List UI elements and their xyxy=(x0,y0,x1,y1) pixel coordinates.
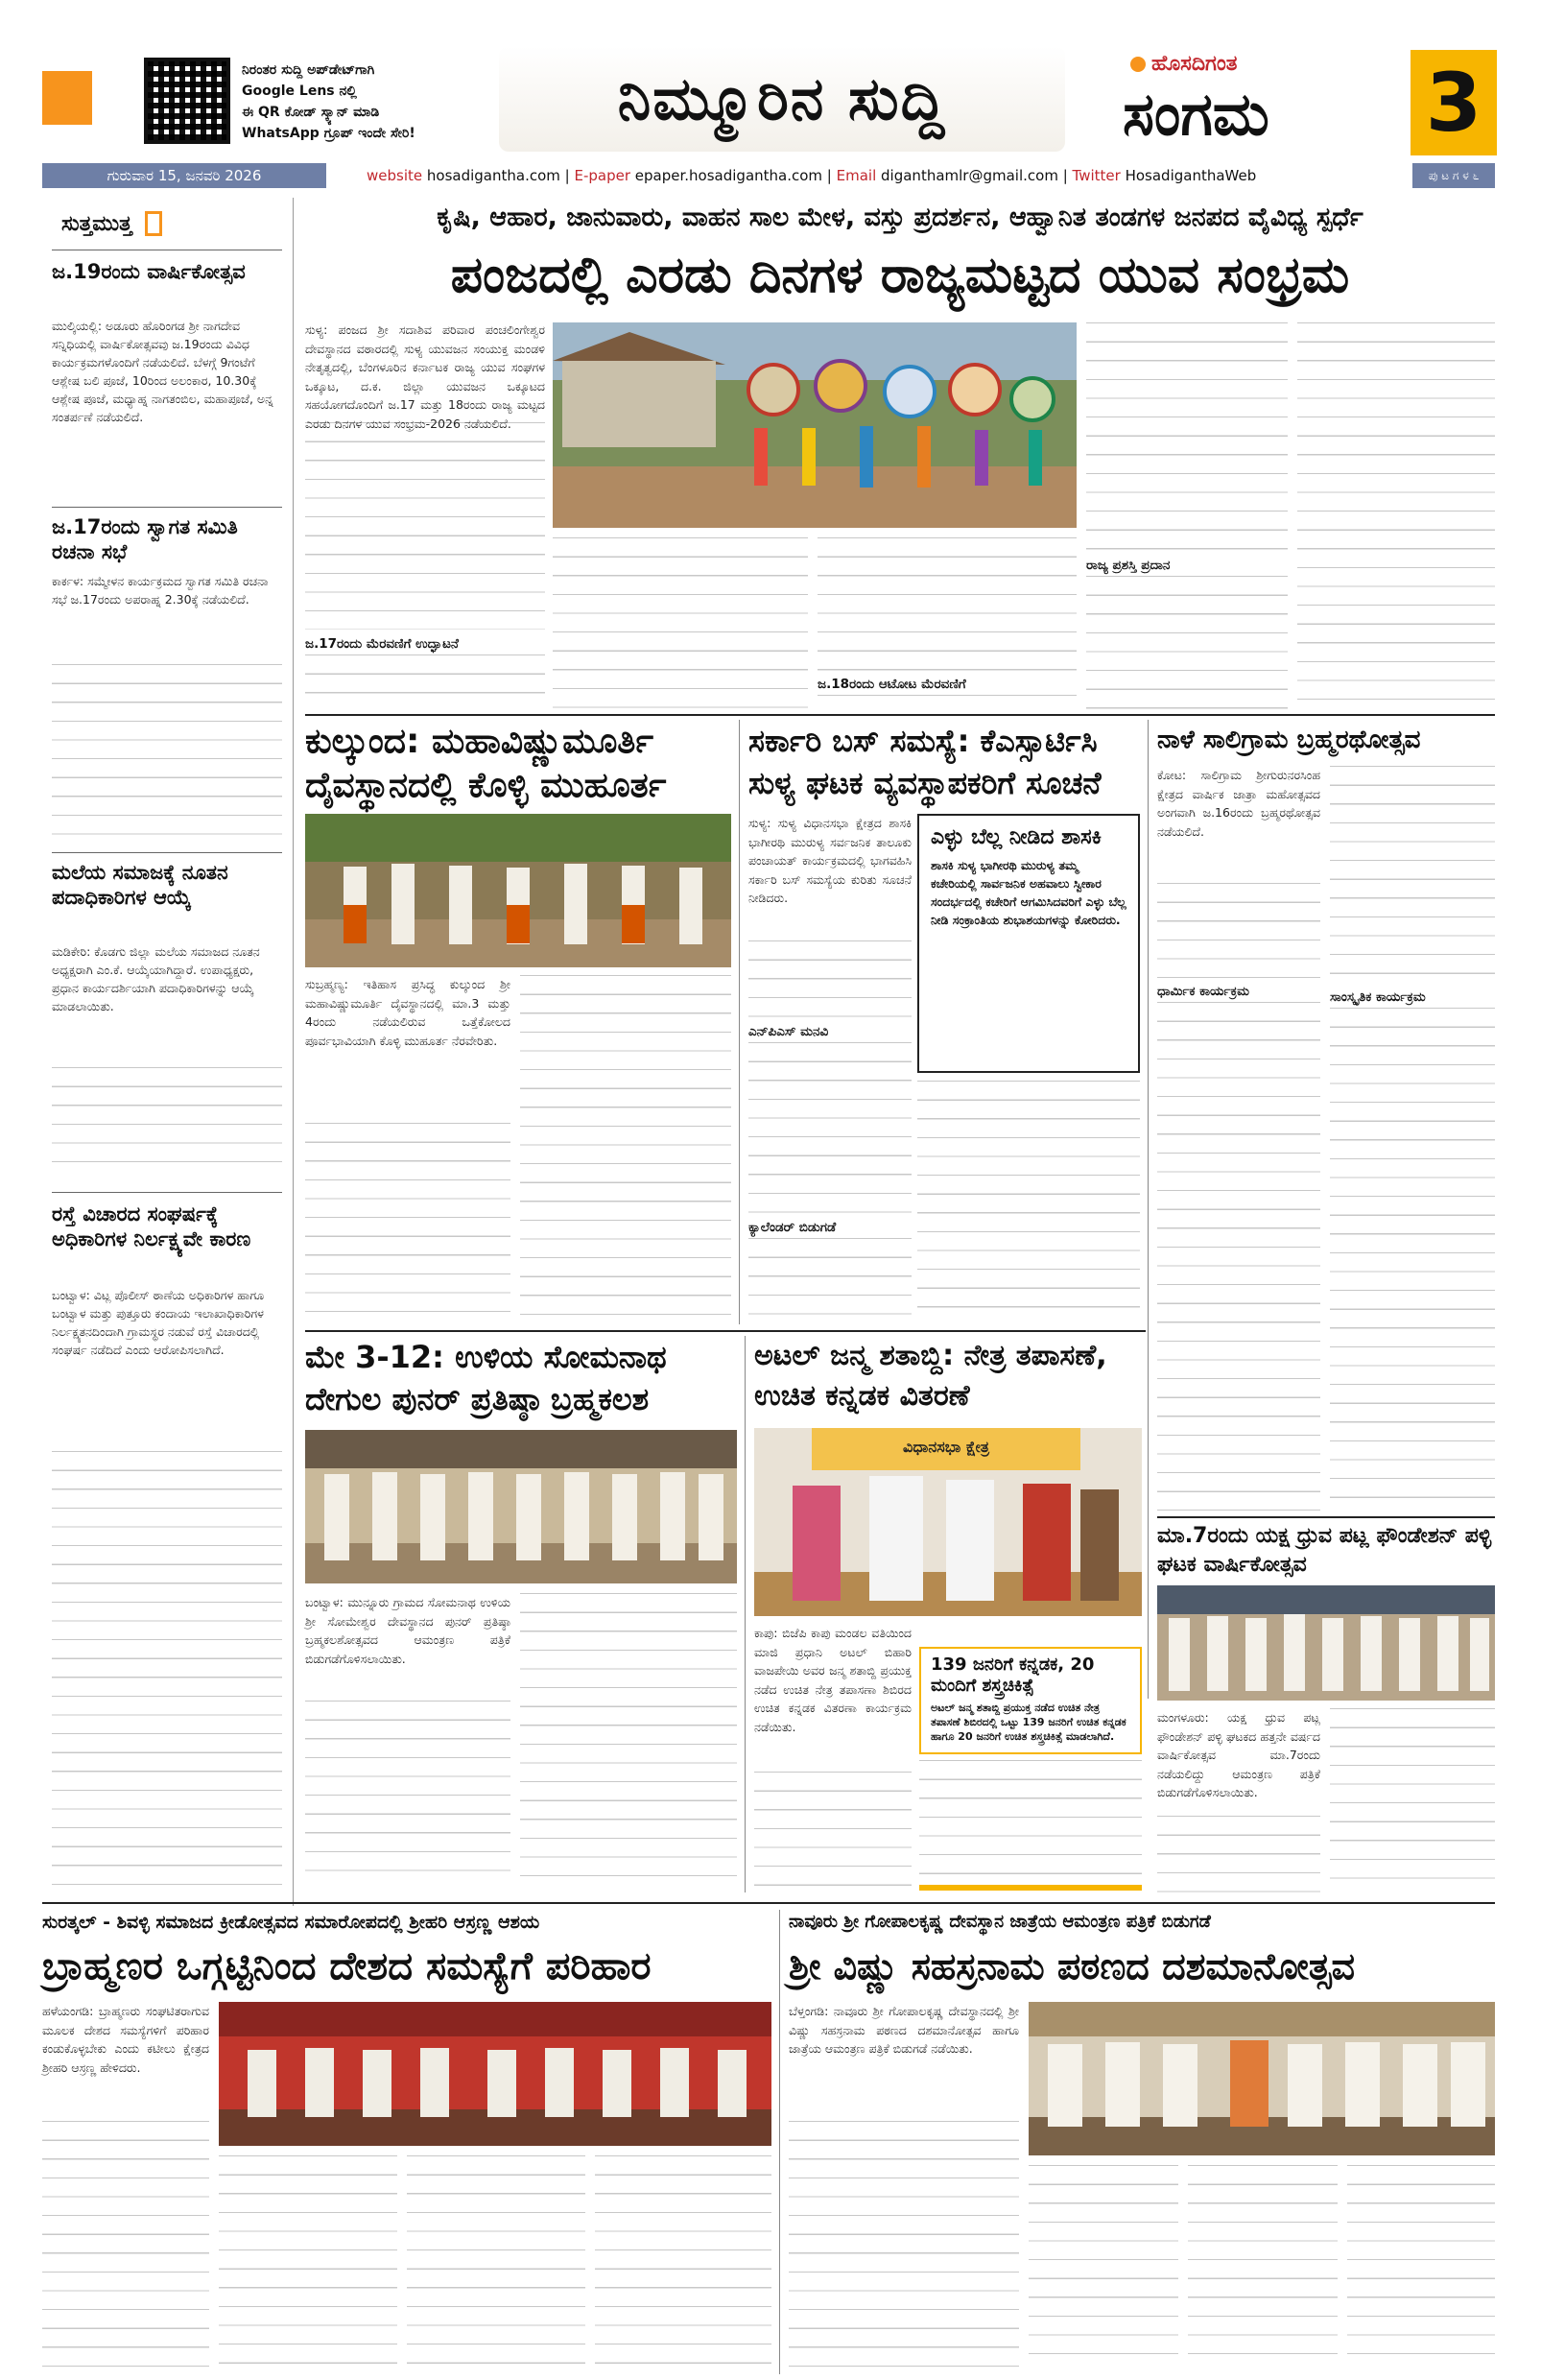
bus-headline: ಸರ್ಕಾರಿ ಬಸ್ ಸಮಸ್ಯೆ: ಕೆಎಸ್ಸಾರ್ಟಿಸಿ ಸುಳ್ಯ ಘಟಕ ವ್ಯವಸ್ಥಾಪಕರಿಗೆ ಸೂಚನೆ xyxy=(748,723,1102,801)
bus-inset-box xyxy=(917,814,1140,1073)
brand-dot-icon xyxy=(1130,57,1146,72)
column-rule xyxy=(745,1336,746,1892)
text-filler xyxy=(748,1238,912,1324)
inset-title: ಎಳ್ಳು ಬೆಲ್ಲ ನೀಡಿದ ಶಾಸಕಿ xyxy=(931,825,1102,849)
contact-links: website hosadigantha.com | E-paper epaper.hosadigantha.com | Email diganthamlr@gmail.com | Twitter HosadiganthaWeb xyxy=(367,167,1257,184)
saligrama-headline: ನಾಳೆ ಸಾಲಿಗ್ರಾಮ ಬ್ರಹ್ಮರಥೋತ್ಸವ xyxy=(1157,726,1421,754)
saligrama-subhead: ಧಾರ್ಮಿಕ ಕಾರ್ಯಕ್ರಮ xyxy=(1157,984,1249,999)
epaper-label: E-paper xyxy=(574,167,631,184)
text-filler xyxy=(305,422,545,630)
text-filler xyxy=(52,664,282,846)
text-filler xyxy=(42,2121,209,2370)
someshwara-text: ಬಂಟ್ವಾಳ: ಮುನ್ನೂರು ಗ್ರಾಮದ ಸೋಮನಾಥ ಉಳಿಯ ಶ್ರೀ ಸೋಮೇಶ್ವರ ದೇವಸ್ಥಾನದ ಪುನರ್ ಪ್ರತಿಷ್ಠಾ ಬ್ರಹ್ಮಕಲಶೋತ್ಸವದ ಆಮಂತ್ರಣ ಪತ್ರಿಕೆ ಬಿಡುಗಡೆಗೊಳಿಸಲಾಯಿತು. xyxy=(305,1595,510,1666)
inset-title: 139 ಜನರಿಗೆ ಕನ್ನಡಕ, 20 ಮಂದಿಗೆ ಶಸ್ತ್ರಚಿಕಿತ್ಸೆ xyxy=(931,1654,1095,1696)
someshwara-headline: ಮೇ 3-12: ಉಳಿಯ ಸೋಮನಾಥ ದೇಗುಲ ಪುನರ್ ಪ್ರತಿಷ್ಠಾ ಬ್ರಹ್ಮಕಲಶ xyxy=(305,1339,667,1417)
text-filler xyxy=(305,1701,510,1889)
text-filler xyxy=(748,940,912,1019)
brief-title: ಮಲೆಯ ಸಮಾಜಕ್ಕೆ ನೂತನ ಪದಾಧಿಕಾರಿಗಳ ಆಯ್ಕೆ xyxy=(52,861,228,909)
text-filler xyxy=(1029,2165,1178,2370)
text-filler xyxy=(754,1772,912,1889)
lead-headline: ಪಂಜದಲ್ಲಿ ಎರಡು ದಿನಗಳ ರಾಜ್ಯಮಟ್ಟದ ಯುವ ಸಂಭ್ರಮ xyxy=(450,247,1350,304)
text-filler xyxy=(1330,1008,1495,1511)
atal-headline: ಅಟಲ್ ಜನ್ಮ ಶತಾಬ್ದಿ: ನೇತ್ರ ತಪಾಸಣೆ, ಉಚಿತ ಕನ್ನಡಕ ವಿತರಣೆ xyxy=(754,1339,1107,1413)
text-filler xyxy=(1086,576,1288,710)
section-divider xyxy=(1157,1516,1495,1518)
text-filler xyxy=(1330,766,1495,987)
text-filler xyxy=(219,2155,397,2370)
youth-procession-photo xyxy=(553,322,1077,528)
text-filler xyxy=(1297,322,1495,710)
text-filler xyxy=(789,2121,1019,2370)
text-filler xyxy=(1347,2165,1495,2370)
brand-name: ಹೊಸದಿಗಂತ xyxy=(1151,52,1238,76)
qr-note-line: WhatsApp ಗ್ರೂಪ್ ಇಂದೇ ಸೇರಿ! xyxy=(242,126,415,141)
text-filler xyxy=(305,654,545,710)
column-rule xyxy=(779,1910,780,2374)
text-filler xyxy=(52,1067,282,1163)
inset-text: ಶಾಸಕಿ ಸುಳ್ಯ ಭಾಗೀರಥಿ ಮುರುಳ್ಯ ತಮ್ಮ ಕಚೇರಿಯಲ್ಲಿ ಸಾರ್ವಜನಿಕ ಅಹವಾಲು ಸ್ವೀಕಾರ ಸಂದರ್ಭದಲ್ಲಿ ಕಚೇರಿಗೆ ಆಗಮಿಸಿದವರಿಗೆ ಎಳ್ಳು ಬೆಲ್ಲ ನೀಡಿ ಸಂಕ್ರಾಂತಿಯ ಶುಭಾಶಯಗಳನ್ನು ಕೋರಿದರು. xyxy=(931,858,1126,927)
text-filler xyxy=(818,537,1077,672)
lead-intro: ಸುಳ್ಯ: ಪಂಜದ ಶ್ರೀ ಸದಾಶಿವ ಪರಿವಾರ ಪಂಚಲಿಂಗೇಶ್ವರ ದೇವಸ್ಥಾನದ ವಠಾರದಲ್ಲಿ ಸುಳ್ಯ ಯುವಜನ ಸಂಯುಕ್ತ ಮಂಡಳಿ ನೇತೃತ್ವದಲ್ಲಿ, ಬೆಂಗಳೂರಿನ ಕರ್ನಾಟಕ ರಾಜ್ಯ ಯುವ ಸಂಘಗಳ ಒಕ್ಕೂಟ, ದ.ಕ. ಜಿಲ್ಲಾ ಯುವಜನ ಒಕ್ಕೂಟದ ಸಹಯೋಗದೊಂದಿಗೆ ಜ.17 ಮತ್ತು 18ರಂದು ರಾಜ್ಯ ಮಟ್ಟದ ಎರಡು ದಿನಗಳ ಯುವ ಸಂಭ್ರಮ-2026 ನಡೆಯಲಿದೆ. xyxy=(305,322,545,431)
text-filler xyxy=(595,2155,771,2370)
section-sutta xyxy=(61,211,162,236)
text-filler xyxy=(407,2155,585,2370)
bus-text: ಸುಳ್ಯ: ಸುಳ್ಯ ವಿಧಾನಸಭಾ ಕ್ಷೇತ್ರದ ಶಾಸಕಿ ಭಾಗೀರಥಿ ಮುರುಳ್ಯ ಸರ್ವಜನಿಕ ತಾಲೂಕು ಪಂಚಾಯತ್ ಕಾರ್ಯಕ್ರಮದಲ್ಲಿ ಭಾಗವಹಿಸಿ ಸರ್ಕಾರಿ ಬಸ್ ಸಮಸ್ಯೆಯ ಕುರಿತು ಸೂಚನೆ ನೀಡಿದರು. xyxy=(748,816,912,906)
saligrama-text: ಕೋಟ: ಸಾಲಿಗ್ರಾಮ ಶ್ರೀಗುರುನರಸಿಂಹ ಕ್ಷೇತ್ರದ ವಾರ್ಷಿಕ ಜಾತ್ರಾ ಮಹೋತ್ಸವದ ಅಂಗವಾಗಿ ಜ.16ರಂದು ಬ್ರಹ್ಮರಥೋತ್ಸವ ನಡೆಯಲಿದೆ. xyxy=(1157,768,1320,839)
surathkal-photo xyxy=(219,2002,771,2146)
text-filler xyxy=(1086,322,1288,553)
foundation-event-photo xyxy=(1157,1585,1495,1701)
text-filler xyxy=(818,695,1077,712)
accent-bar xyxy=(919,1885,1142,1891)
text-filler xyxy=(52,1451,282,1902)
lead-photo xyxy=(553,322,1077,528)
text-filler xyxy=(1330,1708,1495,1892)
temple-ritual-photo xyxy=(305,814,731,967)
supplement-title: ಸಂಗಮ xyxy=(1123,79,1269,149)
brief-text: ಬಂಟ್ವಾಳ: ವಿಟ್ಲ ಪೊಲೀಸ್ ಠಾಣೆಯ ಅಧಿಕಾರಿಗಳ ಹಾಗೂ ಬಂಟ್ವಾಳ ಮತ್ತು ಪುತ್ತೂರು ಕಂದಾಯ ಇಲಾಖಾಧಿಕಾರಿಗಳ ನಿರ್ಲಕ್ಷ್ಯತನದಿಂದಾಗಿ ಗ್ರಾಮಸ್ಥರ ನಡುವೆ ರಸ್ತೆ ವಿಚಾರದಲ್ಲಿ ಸಂಘರ್ಷ ನಡೆದಿದೆ ಎಂದು ಆರೋಪಿಸಲಾಗಿದೆ. xyxy=(52,1288,265,1357)
page-count: ಪು ಟ ಗ ಳ ೬ xyxy=(1412,163,1495,188)
page-number: 3 xyxy=(1411,50,1497,155)
email-label: Email xyxy=(836,167,877,184)
email-link[interactable]: diganthamlr@gmail.com xyxy=(881,167,1058,184)
text-filler xyxy=(553,537,808,710)
brand-logo xyxy=(1130,52,1237,76)
brief-text: ಕಾರ್ಕಳ: ಸಮ್ಮೇಳನ ಕಾರ್ಯಕ್ರಮದ ಸ್ವಾಗತ ಸಮಿತಿ ರಚನಾ ಸಭೆ ಜ.17ರಂದು ಅಪರಾಹ್ನ 2.30ಕ್ಕೆ ನಡೆಯಲಿದೆ. xyxy=(52,574,269,607)
text-filler xyxy=(1157,1002,1320,1511)
section-sutta-label: ಸುತ್ತಮುತ್ತ xyxy=(61,212,132,236)
brief-title: ರಸ್ತೆ ವಿಚಾರದ ಸಂಘರ್ಷಕ್ಕೆ ಅಧಿಕಾರಿಗಳ ನಿರ್ಲಕ್ಷ್ಯವೇ ಕಾರಣ xyxy=(52,1202,251,1250)
column-rule xyxy=(739,720,740,1324)
brief-text: ಮುಲ್ಕಿಯಲ್ಲಿ: ಅಡೂರು ಹೊರಿಂಗಡ ಶ್ರೀ ನಾಗದೇವ ಸನ್ನಿಧಿಯಲ್ಲಿ ವಾರ್ಷಿಕೋತ್ಸವವು ಜ.19ರಂದು ವಿವಿಧ ಕಾರ್ಯಕ್ರಮಗಳೊಂದಿಗೆ ನಡೆಯಲಿದೆ. ಬೆಳಗ್ಗೆ 9ಗಂಟೆಗೆ ಆಶ್ಲೇಷ ಬಲಿ ಪೂಜೆ, 10ರಿಂದ ಅಲಂಕಾರ, 10.30ಕ್ಕೆ ಆಶ್ಲೇಷ ಪೂಜೆ, ಮಧ್ಯಾಹ್ನ ನಾಗತಂಬಿಲ, ಮಹಾಪೂಜೆ, ಅನ್ನ ಸಂತರ್ಪಣೆ ನಡೆಯಲಿದೆ. xyxy=(52,319,273,424)
atal-text: ಕಾಪು: ಬಿಜೆಪಿ ಕಾಪು ಮಂಡಲ ವತಿಯಿಂದ ಮಾಜಿ ಪ್ರಧಾನಿ ಅಟಲ್ ಬಿಹಾರಿ ವಾಜಪೇಯಿ ಅವರ ಜನ್ಮ ಶತಾಬ್ದಿ ಪ್ರಯುಕ್ತ ನಡೆದ ಉಚಿತ ನೇತ್ರ ತಪಾಸಣಾ ಶಿಬಿರದ ಉಚಿತ ಕನ್ನಡಕ ವಿತರಣಾ ಕಾರ್ಯಕ್ರಮ ನಡೆಯಿತು. xyxy=(754,1626,912,1734)
masthead-orange-block xyxy=(42,71,92,125)
brief-title: ಜ.19ರಂದು ವಾರ್ಷಿಕೋತ್ಸವ xyxy=(52,260,246,283)
vishnu-kicker: ನಾವೂರು ಶ್ರೀ ಗೋಪಾಲಕೃಷ್ಣ ದೇವಸ್ಥಾನ ಜಾತ್ರೆಯ ಆಮಂತ್ರಣ ಪತ್ರಿಕೆ ಬಿಡುಗಡೆ xyxy=(789,1912,1211,1932)
section-divider xyxy=(305,714,1495,716)
vishnu-photo xyxy=(1029,2002,1495,2155)
brief-title: ಜ.17ರಂದು ಸ್ವಾಗತ ಸಮಿತಿ ರಚನಾ ಸಭೆ xyxy=(52,515,238,563)
divider xyxy=(52,1192,282,1193)
kulkunda-text: ಸುಬ್ರಹ್ಮಣ್ಯ: ಇತಿಹಾಸ ಪ್ರಸಿದ್ಧ ಕುಲ್ಕುಂದ ಶ್ರೀ ಮಹಾವಿಷ್ಣುಮೂರ್ತಿ ದೈವಸ್ಥಾನದಲ್ಲಿ ಮಾ.3 ಮತ್ತು 4ರಂದು ನಡೆಯಲಿರುವ ಒತ್ತೆಕೋಲದ ಪೂರ್ವಭಾವಿಯಾಗಿ ಕೊಳ್ಳಿ ಮುಹೂರ್ತ ನೆರವೇರಿತು. xyxy=(305,977,510,1048)
column-rule xyxy=(1148,720,1149,1699)
text-filler xyxy=(520,1593,737,1889)
lead-subhead: ಜ.18ರಂದು ಆಟೋಟ ಮೆರವಣಿಗೆ xyxy=(818,677,966,692)
text-filler xyxy=(305,1123,510,1324)
yaksha-headline: ಮಾ.7ರಂದು ಯಕ್ಷ ಧ್ರುವ ಪಟ್ಲ ಫೌಂಡೇಶನ್ ಪಳ್ಳಿ ಘಟಕ ವಾರ್ಷಿಕೋತ್ಸವ xyxy=(1157,1524,1492,1577)
saligrama-subhead: ಸಾಂಸ್ಕೃತಿಕ ಕಾರ್ಯಕ್ರಮ xyxy=(1330,989,1426,1005)
surathkal-text: ಹಳೆಯಂಗಡಿ: ಬ್ರಾಹ್ಮಣರು ಸಂಘಟಿತರಾಗುವ ಮೂಲಕ ದೇಶದ ಸಮಸ್ಯೆಗಳಿಗೆ ಪರಿಹಾರ ಕಂಡುಕೊಳ್ಳಬೇಕು ಎಂದು ಕಟೀಲು ಕ್ಷೇತ್ರದ ಶ್ರೀಹರಿ ಆಸ್ರಣ್ಣ ಹೇಳಿದರು. xyxy=(42,2004,209,2075)
text-filler xyxy=(1157,883,1320,979)
kulkunda-headline: ಕುಲ್ಕುಂದ: ಮಹಾವಿಷ್ಣುಮೂರ್ತಿ ದೈವಸ್ಥಾನದಲ್ಲಿ ಕೊಳ್ಳಿ ಮುಹೂರ್ತ xyxy=(305,722,667,805)
lead-subhead: ಜ.17ರಂದು ಮೆರವಣಿಗೆ ಉದ್ಘಾಟನೆ xyxy=(305,636,459,652)
dateline-bar xyxy=(42,163,1495,188)
vishnu-text: ಬೆಳ್ತಂಗಡಿ: ನಾವೂರು ಶ್ರೀ ಗೋಪಾಲಕೃಷ್ಣ ದೇವಸ್ಥಾನದಲ್ಲಿ ಶ್ರೀ ವಿಷ್ಣು ಸಹಸ್ರನಾಮ ಪಠಣದ ದಶಮಾನೋತ್ಸವ ಹಾಗೂ ಜಾತ್ರೆಯ ಆಮಂತ್ರಣ ಪತ್ರಿಕೆ ಬಿಡುಗಡೆ ನಡೆಯಿತು. xyxy=(789,2004,1019,2057)
website-link[interactable]: hosadigantha.com xyxy=(426,167,560,184)
issue-date: ಗುರುವಾರ 15, ಜನವರಿ 2026 xyxy=(42,163,326,188)
qr-note-line: Google Lens ನಲ್ಲಿ xyxy=(242,83,357,99)
chanting-ceremony-photo xyxy=(1029,2002,1495,2155)
door-icon xyxy=(145,211,162,236)
divider xyxy=(52,507,282,508)
text-filler xyxy=(1188,2165,1338,2370)
section-divider xyxy=(305,1330,1146,1332)
text-filler xyxy=(917,1081,1140,1324)
surathkal-kicker: ಸುರತ್ಕಲ್ - ಶಿವಳ್ಳಿ ಸಮಾಜದ ಕ್ರೀಡೋತ್ಸವದ ಸಮಾರೋಪದಲ್ಲಿ ಶ್ರೀಹರಿ ಆಸ್ರಣ್ಣ ಆಶಯ xyxy=(42,1912,540,1933)
sports-meet-photo xyxy=(219,2002,771,2146)
text-filler xyxy=(748,1042,912,1215)
website-label: website xyxy=(367,167,423,184)
bus-subhead: ಎನ್‌ಪಿಎಸ್ ಮನವಿ xyxy=(748,1024,829,1039)
photo-banner-text: ವಿಧಾನಸಭಾ ಕ್ಷೇತ್ರ xyxy=(903,1438,989,1456)
twitter-label: Twitter xyxy=(1072,167,1121,184)
section-title: ನಿಮ್ಮೂರಿನ ಸುದ್ದಿ xyxy=(499,46,1065,152)
lead-subhead: ರಾಜ್ಯ ಪ್ರಶಸ್ತಿ ಪ್ರದಾನ xyxy=(1086,558,1171,573)
twitter-link[interactable]: HosadiganthaWeb xyxy=(1125,167,1257,184)
qr-note-line: ಈ QR ಕೋಡ್ ಸ್ಕ್ಯಾನ್ ಮಾಡಿ xyxy=(242,105,380,120)
qr-note-line: ನಿರಂತರ ಸುದ್ದಿ ಅಪ್‌ಡೇಟ್‌ಗಾಗಿ xyxy=(242,62,375,78)
epaper-link[interactable]: epaper.hosadigantha.com xyxy=(634,167,823,184)
section-divider xyxy=(42,1902,1495,1904)
divider xyxy=(52,852,282,853)
atal-inset-box xyxy=(919,1647,1142,1754)
brief-text: ಮಡಿಕೇರಿ: ಕೊಡಗು ಜಿಲ್ಲಾ ಮಲೆಯ ಸಮಾಜದ ನೂತನ ಅಧ್ಯಕ್ಷರಾಗಿ ಎಂ.ಕೆ. ಆಯ್ಕೆಯಾಗಿದ್ದಾರೆ. ಉಪಾಧ್ಯಕ್ಷರು, ಪ್ರಧಾನ ಕಾರ್ಯದರ್ಶಿಯಾಗಿ ಪದಾಧಿಕಾರಿಗಳನ್ನು ಆಯ್ಕೆ ಮಾಡಲಾಯಿತು. xyxy=(52,944,260,1013)
inset-text: ಅಟಲ್ ಜನ್ಮ ಶತಾಬ್ದಿ ಪ್ರಯುಕ್ತ ನಡೆದ ಉಚಿತ ನೇತ್ರ ತಪಾಸಣೆ ಶಿಬಿರದಲ್ಲಿ ಒಟ್ಟು 139 ಜನರಿಗೆ ಉಚಿತ ಕನ್ನಡಕ ಹಾಗೂ 20 ಜನರಿಗೆ ಉಚಿತ ಶಸ್ತ್ರಚಿಕಿತ್ಸೆ ಮಾಡಲಾಗಿದೆ. xyxy=(931,1702,1126,1743)
text-filler xyxy=(919,1760,1142,1889)
text-filler xyxy=(1157,1816,1320,1892)
vishnu-headline: ಶ್ರೀ ವಿಷ್ಣು ಸಹಸ್ರನಾಮ ಪಠಣದ ದಶಮಾನೋತ್ಸವ xyxy=(789,1945,1356,1987)
someshwara-photo xyxy=(305,1430,737,1583)
invitation-release-photo xyxy=(305,1430,737,1583)
qr-note xyxy=(242,60,491,144)
lead-kicker: ಕೃಷಿ, ಆಹಾರ, ಜಾನುವಾರು, ವಾಹನ ಸಾಲ ಮೇಳ, ವಸ್ತು ಪ್ರದರ್ಶನ, ಆಹ್ವಾನಿತ ತಂಡಗಳ ಜನಪದ ವೈವಿಧ್ಯ ಸ್ಪರ್ಧೆ xyxy=(437,202,1363,232)
text-filler xyxy=(520,975,731,1324)
masthead xyxy=(0,0,1541,163)
bus-subhead: ಕ್ಯಾಲೆಂಡರ್ ಬಿಡುಗಡೆ xyxy=(748,1220,837,1235)
qr-code-icon[interactable] xyxy=(144,58,230,144)
kulkunda-photo xyxy=(305,814,731,967)
yaksha-text: ಮಂಗಳೂರು: ಯಕ್ಷ ಧ್ರುವ ಪಟ್ಲ ಫೌಂಡೇಶನ್ ಪಳ್ಳಿ ಘಟಕದ ಹತ್ತನೇ ವರ್ಷದ ವಾರ್ಷಿಕೋತ್ಸವ ಮಾ.7ರಂದು ನಡೆಯಲಿದ್ದು ಆಮಂತ್ರಣ ಪತ್ರಿಕೆ ಬಿಡುಗಡೆಗೊಳಿಸಲಾಯಿತು. xyxy=(1157,1710,1320,1800)
yaksha-photo xyxy=(1157,1585,1495,1701)
atal-photo xyxy=(754,1428,1142,1616)
left-column xyxy=(42,198,294,1906)
surathkal-headline: ಬ್ರಾಹ್ಮಣರ ಒಗ್ಗಟ್ಟಿನಿಂದ ದೇಶದ ಸಮಸ್ಯೆಗೆ ಪರಿಹಾರ xyxy=(42,1944,652,1988)
